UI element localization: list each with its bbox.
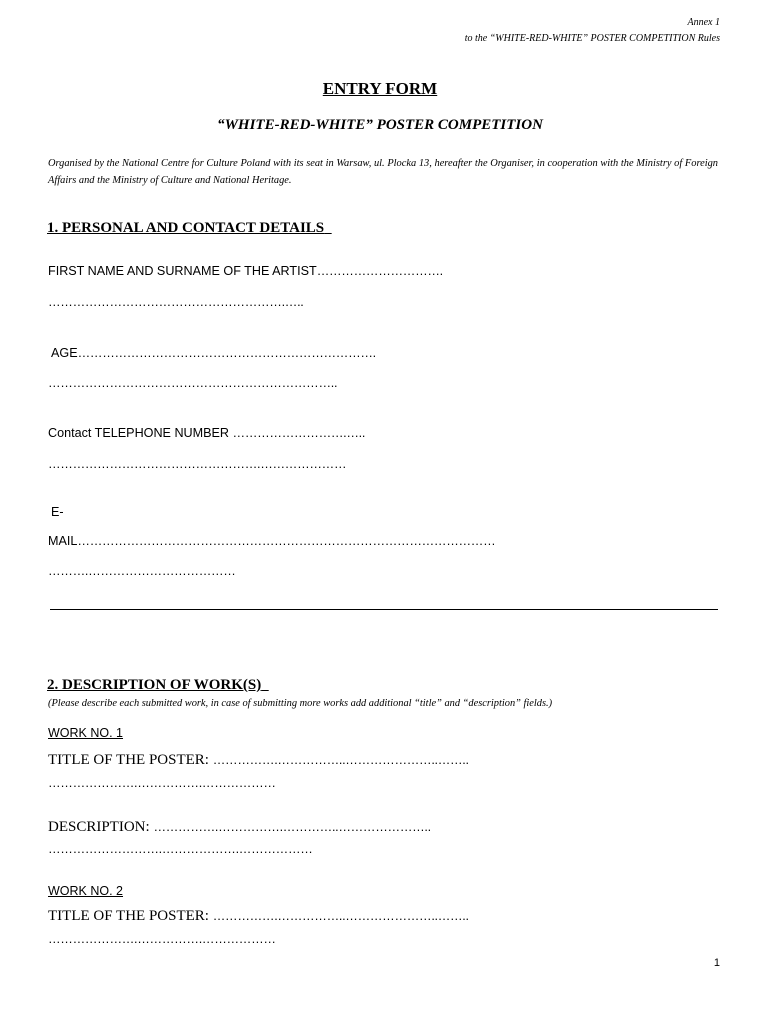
annex-label: Annex 1: [687, 17, 720, 28]
work-1-description-blank[interactable]: …………….…………….…………..…………………..: [153, 820, 431, 834]
age-blank[interactable]: ……………………………………………………………….: [77, 346, 376, 360]
work-1-title-field[interactable]: [48, 752, 469, 769]
telephone-field[interactable]: [48, 426, 365, 440]
email-blank-line-2[interactable]: ……….………………………………: [48, 564, 236, 578]
work-2-title-blank-line-2[interactable]: ………………….…………….………………: [48, 932, 276, 946]
email-field[interactable]: [48, 534, 495, 548]
artist-name-field[interactable]: [48, 264, 443, 278]
work-1-description-blank-line-2[interactable]: ……………………….……………….………………: [48, 842, 313, 856]
work-2-label: WORK NO. 2: [48, 884, 124, 898]
email-label-line-1: E-: [51, 505, 64, 519]
intro-paragraph: Organised by the National Centre for Culture Poland with its seat in Warsaw, ul. Plocka 13, hereafter the Organiser, in cooperation with the Ministry of Foreign Affairs and the Ministry of Culture and National Heritage.: [48, 158, 718, 186]
work-2-title-label: TITLE OF THE POSTER:: [48, 908, 209, 924]
section-heading-personal-details: 1. PERSONAL AND CONTACT DETAILS: [47, 220, 325, 236]
telephone-blank-line-2[interactable]: …………………………………………….…………………: [48, 457, 347, 471]
telephone-label: Contact TELEPHONE NUMBER: [48, 426, 230, 440]
artist-name-blank[interactable]: ………………………….: [316, 264, 443, 278]
section-heading-description: 2. DESCRIPTION OF WORK(S): [47, 677, 262, 693]
work-1-title-blank-line-2[interactable]: ………………….…………….………………: [48, 776, 276, 790]
work-1-description-label: DESCRIPTION:: [48, 819, 150, 835]
age-blank-line-2[interactable]: ……………………………………………………………..: [48, 376, 338, 390]
work-1-description-field[interactable]: [48, 819, 431, 836]
email-label: MAIL: [48, 534, 78, 548]
work-1-title-blank[interactable]: …………….……………..…………………..……..: [212, 753, 469, 767]
artist-name-label: FIRST NAME AND SURNAME OF THE ARTIST: [48, 264, 317, 278]
work-1-label: WORK NO. 1: [48, 726, 124, 740]
work-2-title-field[interactable]: [48, 908, 469, 925]
artist-name-blank-line-2[interactable]: ………………………………………………….…..: [48, 295, 304, 309]
email-blank[interactable]: …………………………………………………………………………………………: [77, 534, 496, 548]
age-label: AGE: [51, 346, 78, 360]
form-subtitle: “WHITE-RED-WHITE” POSTER COMPETITION: [217, 117, 543, 133]
form-title: ENTRY FORM: [322, 79, 438, 98]
work-2-title-blank[interactable]: …………….……………..…………………..……..: [212, 909, 469, 923]
description-instructions: (Please describe each submitted work, in case of submitting more works add additional “title” and “description” fields.): [48, 698, 553, 709]
age-field[interactable]: [51, 346, 376, 360]
annex-subtitle: to the “WHITE-RED-WHITE” POSTER COMPETITION Rules: [464, 33, 720, 44]
section-divider: [50, 609, 718, 610]
work-1-title-label: TITLE OF THE POSTER:: [48, 752, 209, 768]
page-number: 1: [713, 957, 720, 969]
telephone-blank[interactable]: ……………………….…..: [232, 426, 366, 440]
